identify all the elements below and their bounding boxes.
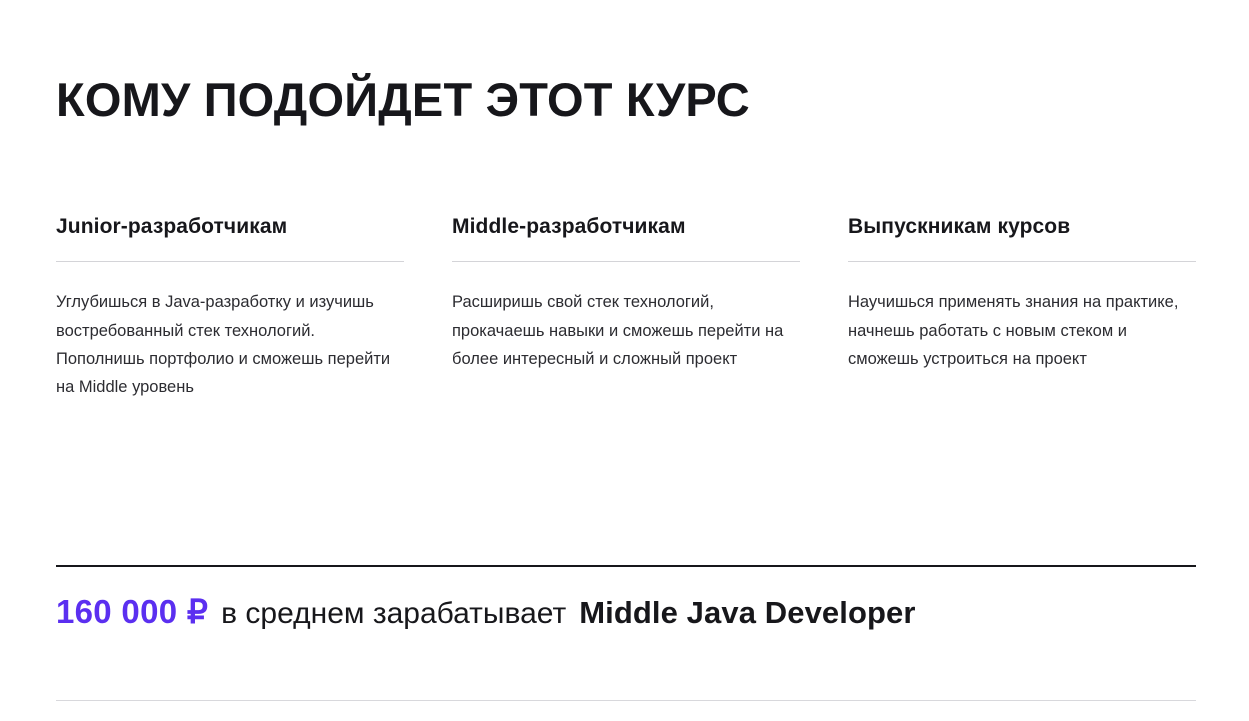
card-graduates bbox=[848, 214, 1196, 402]
card-junior bbox=[56, 214, 404, 402]
card-title: Middle-разработчикам bbox=[452, 215, 686, 238]
footer-divider bbox=[56, 700, 1196, 701]
card-divider bbox=[56, 261, 404, 262]
card-title: Выпускникам курсов bbox=[848, 215, 1071, 238]
card-description: Расширишь свой стек технологий, прокачаешь навыки и сможешь перейти на более интересный и сложный проект bbox=[452, 293, 784, 368]
page-title: КОМУ ПОДОЙДЕТ ЭТОТ КУРС bbox=[56, 73, 750, 127]
salary-top-divider bbox=[56, 565, 1196, 567]
card-divider bbox=[452, 261, 800, 262]
card-description: Научишься применять знания на практике, начнешь работать с новым стеком и сможешь устроиться на проект bbox=[848, 293, 1179, 368]
salary-statement bbox=[56, 592, 1236, 631]
card-description: Углубишься в Java-разработку и изучишь востребованный стек технологий. Пополнишь портфолио и сможешь перейти на Middle уровень bbox=[56, 293, 391, 397]
card-divider bbox=[848, 261, 1196, 262]
card-title: Junior-разработчикам bbox=[56, 215, 288, 238]
salary-amount: 160 000 ₽ bbox=[56, 593, 209, 630]
card-middle bbox=[452, 214, 800, 402]
salary-role: Middle Java Developer bbox=[579, 595, 916, 630]
salary-caption: в среднем зарабатывает bbox=[221, 597, 567, 630]
audience-cards bbox=[56, 214, 1196, 402]
